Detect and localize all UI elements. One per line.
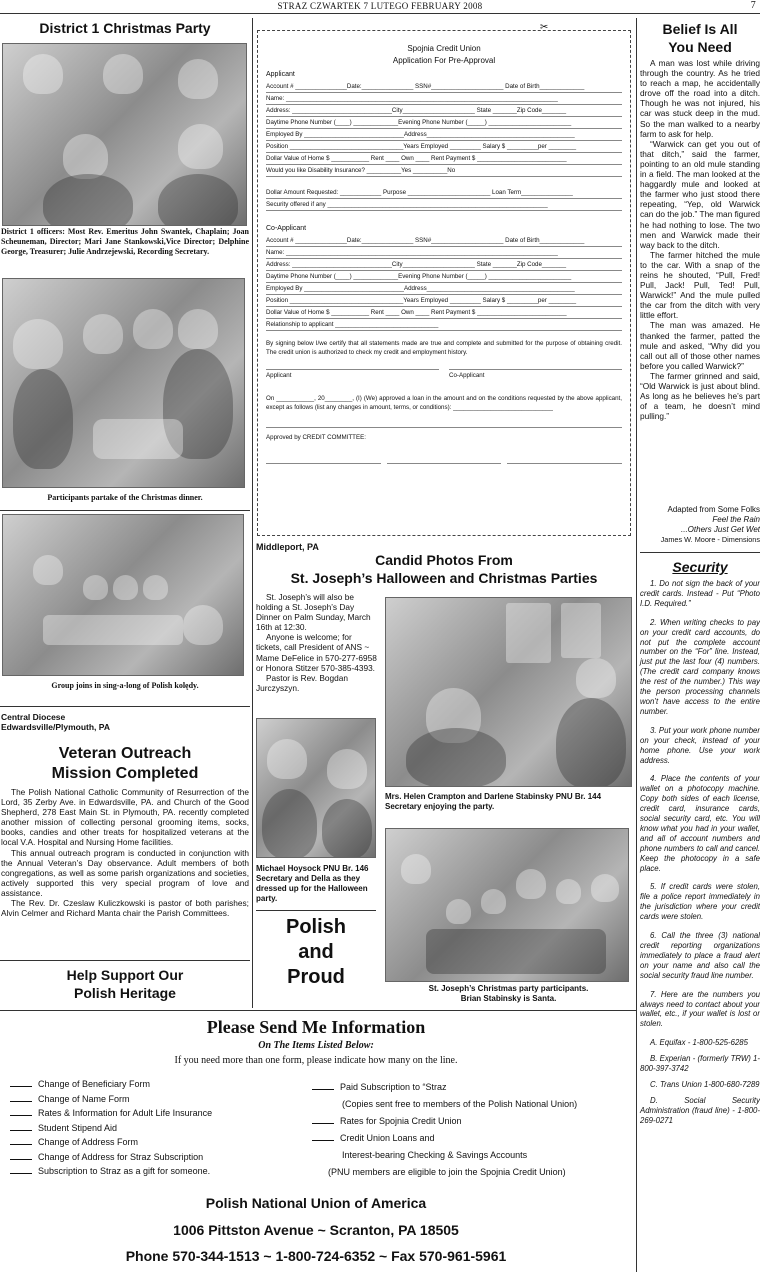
form-field[interactable]: Daytime Phone Number (____) _____________Evening Phone Number (_____) ________________________ <box>266 117 622 129</box>
info-item <box>10 1150 300 1165</box>
quantity-blank[interactable] <box>10 1079 32 1087</box>
paragraph: “Warwick can get you out of that ditch,” said the farmer, pointing to an old mule standing in a field. The man looked at the haggardly mule and looked at the farmer who just stood there repeating, “Yep, old Warwick can do the job.” The man figured he had nothing to lose. The two men and Warwick made their way back to the ditch. <box>640 138 760 250</box>
masthead-text: STRAZ CZWARTEK 7 LUTEGO FEBRUARY 2008 <box>277 1 483 11</box>
info-item <box>312 1079 632 1096</box>
christmas-dinner-caption: Participants partake of the Christmas dinner. <box>47 493 203 502</box>
security-tip: 5. If credit cards were stolen, file a police report immediately in the jurisdiction where your credit cards were stolen. <box>640 882 760 922</box>
info-item <box>312 1130 632 1147</box>
security-tip: D. Social Security Administration (fraud line) - 1-800-269-0271 <box>640 1095 760 1125</box>
form-field[interactable]: Security offered if any ________________________________________________________________ <box>266 199 622 211</box>
coapplicant-sig-label: Co-Applicant <box>449 371 485 379</box>
belief-title-1: Belief Is All <box>662 21 738 37</box>
crampton-caption: Mrs. Helen Crampton and Darlene Stabinsky PNU Br. 144 Secretary enjoying the party. <box>385 792 602 811</box>
quantity-blank[interactable] <box>312 1133 334 1141</box>
security-tip: 6. Call the three (3) national credit reporting organizations immediately to place a fraud alert on your name and also call the social security fraud line number. <box>640 931 760 980</box>
form-field[interactable]: Account # _______________Date:_______________ SSN#_____________________ Date of Birth_____________ <box>266 235 622 247</box>
info-item-label: Student Stipend Aid <box>38 1122 118 1133</box>
column-divider <box>252 18 253 1008</box>
christmas-party-caption-1: St. Joseph’s Christmas party participants. <box>428 984 589 993</box>
paragraph: St. Joseph’s will also be holding a St. Joseph’s Day Dinner on Palm Sunday, March 16th at 12:30. <box>256 592 371 633</box>
info-item <box>10 1121 300 1136</box>
divider <box>640 552 760 553</box>
paragraph: The man was amazed. He thanked the farmer, patted the mule and asked, “Why did you call out all of those other names before you called Warwick?” <box>640 320 760 371</box>
certify-text: By signing below I/we certify that all statements made are true and complete and submitted for the purpose of obtaining credit. The credit union is authorized to check my credit and employment history. <box>266 339 622 356</box>
info-item-label: Change of Address for Straz Subscription <box>38 1151 204 1162</box>
source-line: James W. Moore - Dimensions <box>660 535 760 544</box>
security-tip: 2. When writing checks to pay on your credit card accounts, do not put the complete account number on the “For” line. Instead, just put the last four (4) numbers. (The credit card company knows the rest of the number.) This way the person processing channels won’t have access to the entire number. <box>640 617 760 716</box>
belief-body <box>640 58 760 421</box>
paragraph: The Rev. Dr. Czeslaw Kuliczkowski is pastor of both parishes; Alvin Celmer and Richard Manta chair the Parish Committees. <box>1 898 249 919</box>
source-line: Feel the Rain <box>712 515 760 524</box>
christmas-party-caption-2: Brian Stabinsky is Santa. <box>460 994 557 1003</box>
divider <box>256 910 376 911</box>
christmas-party-photo <box>385 828 629 982</box>
scissors-icon: ✂ <box>540 22 549 33</box>
info-subtitle: On The Items Listed Below: <box>258 1040 374 1051</box>
security-tip: 1. Do not sign the back of your credit cards. Instead - Put “Photo I.D. Required.” <box>640 579 760 608</box>
divider <box>0 510 250 511</box>
info-item-label: Credit Union Loans and <box>340 1133 435 1143</box>
page-number: 7 <box>750 0 756 11</box>
paragraph: The farmer hitched the mule to the car. With a snap of the reins he shouted, “Pull, Fred! Pull, Jack! Pull, Ted! Pull, Warwick!” And the mule pulled the car from the ditch with very little effort. <box>640 249 760 321</box>
district1-officers-photo <box>2 43 247 226</box>
info-item <box>10 1092 300 1107</box>
form-field[interactable]: Relationship to applicant ______________________________ <box>266 319 622 331</box>
candid-title-2: St. Joseph’s Halloween and Christmas Parties <box>290 570 598 586</box>
form-field[interactable]: Address: _____________________________City_____________________ State _______Zip Code_______ <box>266 105 622 117</box>
form-field[interactable]: Address: _____________________________City_____________________ State _______Zip Code_______ <box>266 259 622 271</box>
column-divider <box>636 18 637 1272</box>
paragraph: The Polish National Catholic Community of Resurrection of the Lord, 35 Zerby Ave. in Edwardsville, PA. and Church of the Good Shepherd, 278 East Main St. in Plymouth, PA. recently completed another mission of collecting personal grooming items, socks, books, candies and other treats for hospitalized veterans at the local V.A. Hospital and Nursing Home facilities. <box>1 787 249 848</box>
hoysock-caption: Michael Hoysock PNU Br. 146 Secretary and Della as they dressed up for the Halloween party. <box>256 864 369 903</box>
info-item <box>312 1164 632 1181</box>
form-field[interactable]: Dollar Amount Requested: ____________ Purpose ________________________ Loan Term_______________ <box>266 187 622 199</box>
masthead <box>0 0 760 14</box>
central-diocese-label: Central Diocese <box>1 712 66 722</box>
crampton-photo <box>385 597 632 787</box>
info-item-label: Subscription to Straz as a gift for someone. <box>38 1166 211 1176</box>
paragraph: Pastor is Rev. Bogdan Jurczyszyn. <box>256 672 348 693</box>
info-item <box>312 1096 632 1113</box>
district1-officers-caption: District 1 officers: Most Rev. Emeritus John Swantek, Chaplain; Joan Scheuneman, Director; Mari Jane Stankowski,Vice Director; Delphine George, Treasurer; Julie Andrzejewski, Recording Secretary. <box>1 227 249 256</box>
veteran-outreach-title-2: Mission Completed <box>51 765 199 782</box>
pnu-name: Polish National Union of America <box>205 1195 427 1211</box>
info-item-label: Change of Beneficiary Form <box>38 1079 151 1089</box>
info-item-label: (PNU members are eligible to join the Spojnia Credit Union) <box>328 1167 566 1177</box>
quantity-blank[interactable] <box>312 1082 334 1090</box>
source-line: ...Others Just Get Wet <box>681 525 760 534</box>
form-field[interactable]: Name: _______________________________________________________________________________ <box>266 93 622 105</box>
info-item <box>10 1164 300 1179</box>
security-tip: B. Experian - (formerly TRW) 1-800-397-3742 <box>640 1054 760 1074</box>
info-item-label: Change of Name Form <box>38 1093 130 1104</box>
info-item-label: Interest-bearing Checking & Savings Accounts <box>342 1150 528 1160</box>
info-item <box>10 1077 300 1092</box>
info-item-label: Rates for Spojnia Credit Union <box>340 1116 462 1126</box>
polish-proud-1: Polish <box>285 916 346 938</box>
district1-title: District 1 Christmas Party <box>39 20 211 36</box>
candid-title-1: Candid Photos From <box>375 552 513 568</box>
quantity-blank[interactable] <box>10 1166 32 1174</box>
info-left-items <box>10 1077 300 1179</box>
paragraph: A man was lost while driving through the country. As he tried to reach a map, he accidentally drove off the road into a ditch. Though he was not injured, his car was stuck deep in the mud. So the man walked to a nearby farm to ask for help. <box>640 58 760 139</box>
credit-union-form[interactable] <box>257 30 631 536</box>
committee-label: Approved by CREDIT COMMITTEE: <box>266 433 366 441</box>
quantity-blank[interactable] <box>10 1123 32 1131</box>
approval-text: On ___________, 20________, (I) (We) approved a loan in the amount and on the conditions requested by the above applicant, except as follows (list any changes in amount, terms, or conditions): _____________________________ <box>266 394 622 411</box>
paragraph: Anyone is welcome; for tickets, call President of ANS ~ Mame DeFelice in 570-277-6958 or Honora Stitzer 570-385-4393. <box>256 632 377 673</box>
info-item-label: (Copies sent free to members of the Polish National Union) <box>342 1099 578 1109</box>
help-support-1: Help Support Our <box>66 967 184 983</box>
security-tip: 3. Put your work phone number on your check, instead of your home phone. Use your work address. <box>640 725 760 765</box>
paragraph: This annual outreach program is conducted in conjunction with the Annual Veteran’s Day observance. Adult members of both congregations, as well as some parish organizations and societies, actively supported this very special program of love and assistance. <box>1 847 249 898</box>
security-tip: A. Equifax - 1-800-525-6285 <box>650 1038 748 1048</box>
pnu-address: 1006 Pittston Avenue ~ Scranton, PA 18505 <box>173 1222 459 1238</box>
christmas-dinner-photo <box>2 278 245 488</box>
form-field[interactable]: Position _________________________________Years Employed _________ Salary $ _________per ________ <box>266 295 622 307</box>
belief-title-2: You Need <box>668 39 732 55</box>
belief-source <box>640 505 760 545</box>
form-field[interactable]: Dollar Value of Home $ ___________ Rent ____ Own ____ Rent Payment $ __________________________ <box>266 153 622 165</box>
paragraph: The farmer grinned and said, “Old Warwick is just about blind. As long as he believes he’s part of a team, he doesn’t mind pulling.” <box>640 370 760 422</box>
info-item-label: Change of Address Form <box>38 1137 139 1147</box>
info-note: If you need more than one form, please indicate how many on the line. <box>174 1055 458 1066</box>
sing-along-caption: Group joins in sing-a-long of Polish kolędy. <box>51 681 199 690</box>
hoysock-halloween-photo <box>256 718 376 858</box>
form-field[interactable]: Name: _______________________________________________________________________________ <box>266 247 622 259</box>
applicant-label: Applicant <box>266 71 295 78</box>
security-tip: C. Trans Union 1-800-680-7289 <box>650 1079 760 1089</box>
central-dateline: Edwardsville/Plymouth, PA <box>1 722 110 732</box>
form-field[interactable]: Dollar Value of Home $ ___________ Rent ____ Own ____ Rent Payment $ __________________________ <box>266 307 622 319</box>
info-item-label: Rates & Information for Adult Life Insurance <box>38 1108 213 1118</box>
help-support-2: Polish Heritage <box>74 985 176 1001</box>
info-item <box>10 1135 300 1150</box>
form-field[interactable]: Would you like Disability Insurance? __________Yes __________No <box>266 165 622 177</box>
info-item <box>10 1106 300 1121</box>
security-title <box>640 558 760 576</box>
applicant-signature-line[interactable] <box>266 369 439 382</box>
coapplicant-signature-line[interactable] <box>449 369 622 382</box>
veteran-outreach-body <box>1 787 249 918</box>
form-field[interactable]: Daytime Phone Number (____) _____________Evening Phone Number (_____) ________________________ <box>266 271 622 283</box>
info-item <box>312 1147 632 1164</box>
applicant-sig-label: Applicant <box>266 371 292 379</box>
security-list <box>640 579 760 1132</box>
form-field[interactable]: Account # _______________Date:_______________ SSN#_____________________ Date of Birth_____________ <box>266 81 622 93</box>
form-org: Spojnia Credit Union <box>407 44 481 53</box>
polish-proud-2: and <box>298 941 334 963</box>
security-tip: 7. Here are the numbers you always need to contact about your wallet, etc., if your wallet is lost or stolen. <box>640 989 760 1029</box>
divider <box>0 706 250 707</box>
form-field[interactable]: Employed By _____________________________Address___________________________________________ <box>266 283 622 295</box>
veteran-outreach-title-1: Veteran Outreach <box>58 745 192 762</box>
pnu-phones: Phone 570-344-1513 ~ 1-800-724-6352 ~ Fax 570-961-5961 <box>125 1248 507 1264</box>
form-title: Application For Pre-Approval <box>392 56 496 65</box>
coapplicant-label: Co-Applicant <box>266 224 307 232</box>
info-right-items <box>312 1079 632 1181</box>
polish-proud-3: Proud <box>287 966 345 988</box>
info-item <box>312 1113 632 1130</box>
sing-along-photo <box>2 514 244 676</box>
quantity-blank[interactable] <box>312 1116 334 1124</box>
middleport-body <box>256 592 377 693</box>
middleport-dateline: Middleport, PA <box>256 542 319 552</box>
info-item-label: Paid Subscription to “Straz <box>340 1082 447 1092</box>
quantity-blank[interactable] <box>10 1094 32 1102</box>
quantity-blank[interactable] <box>10 1137 32 1145</box>
source-line: Adapted from Some Folks <box>667 505 760 514</box>
quantity-blank[interactable] <box>10 1108 32 1116</box>
info-title: Please Send Me Information <box>206 1017 426 1037</box>
divider <box>0 960 250 961</box>
quantity-blank[interactable] <box>10 1152 32 1160</box>
form-field[interactable]: Employed By _____________________________Address___________________________________________ <box>266 129 622 141</box>
security-title-text: Security <box>672 559 728 575</box>
security-tip: 4. Place the contents of your wallet on a photocopy machine. Copy both sides of each license, credit card, insurance cards, social security card, etc. You will know what you had in your wallet, and all of account numbers and phone numbers to call and cancel. Keep the photocopy in a safe place. <box>640 774 760 873</box>
divider <box>0 1010 636 1011</box>
form-field[interactable]: Position _________________________________Years Employed _________ Salary $ _________per ________ <box>266 141 622 153</box>
